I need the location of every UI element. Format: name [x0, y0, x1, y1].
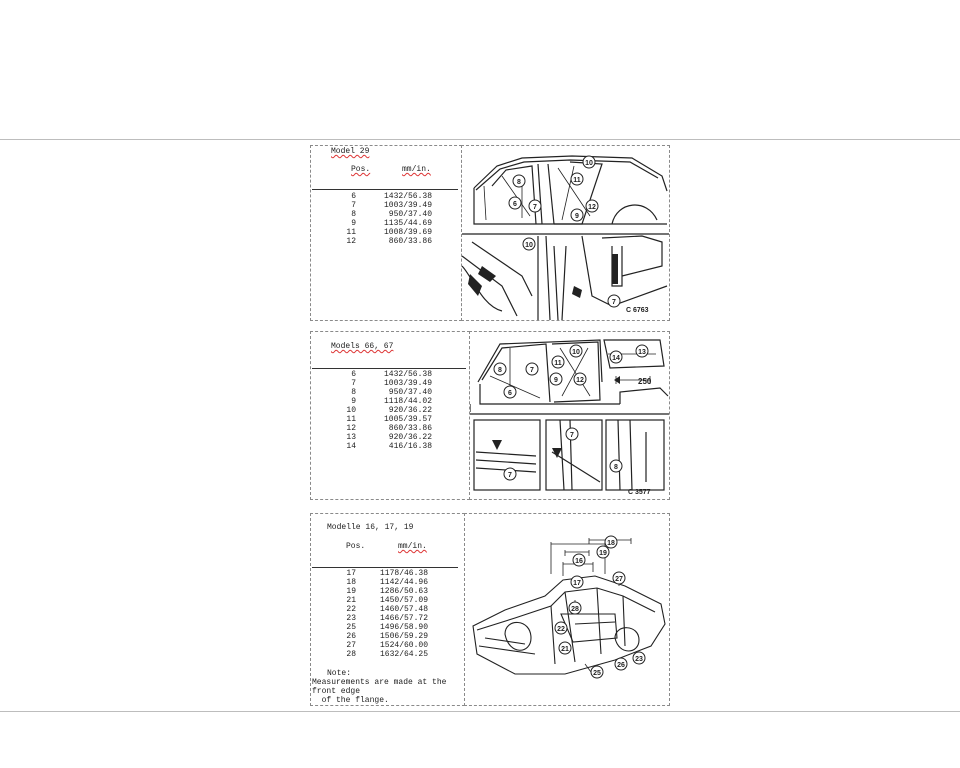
- table-row: 28 1632/64.25: [346, 650, 428, 659]
- callout-label: 7: [533, 204, 537, 211]
- callout-label: 8: [498, 367, 502, 374]
- callout-label: 11: [554, 360, 562, 367]
- table-row: 12 860/33.86: [346, 237, 432, 246]
- callout-label: 7: [508, 472, 512, 479]
- page-edge-top: [0, 139, 960, 140]
- table-row: 19 1286/50.63: [346, 587, 428, 596]
- table-row: 6 1432/56.38: [351, 192, 432, 201]
- section-2-title: Models 66, 67: [331, 342, 394, 351]
- table-row: 18 1142/44.96: [346, 578, 428, 587]
- table-row: 12 860/33.86: [346, 424, 432, 433]
- section-2-rule: [312, 368, 466, 369]
- callout-label: 14: [612, 355, 620, 362]
- table-row: 26 1506/59.29: [346, 632, 428, 641]
- table-row: 8 950/37.40: [351, 388, 432, 397]
- callout-label: 7: [530, 367, 534, 374]
- section-3-note-title: Note:: [327, 669, 352, 678]
- section-1-figure: [462, 146, 669, 320]
- section-3-note-text: Measurements are made at the front edge of the flange.: [312, 678, 447, 705]
- callout-label: 6: [508, 390, 512, 397]
- table-row: 17 1178/46.38: [346, 569, 428, 578]
- table-row: 6 1432/56.38: [351, 370, 432, 379]
- table-row: 11 1008/39.69: [346, 228, 432, 237]
- callout-label: 6: [513, 201, 517, 208]
- callout-label: 19: [599, 550, 607, 557]
- section-3-callouts: [555, 536, 645, 678]
- table-row: 10 920/36.22: [346, 406, 432, 415]
- callout-label: 17: [573, 580, 581, 587]
- callout-label: 9: [575, 213, 579, 220]
- table-row: 13 920/36.22: [346, 433, 432, 442]
- callout-label: 7: [570, 432, 574, 439]
- table-row: 8 950/37.40: [351, 210, 432, 219]
- table-row: 9 1118/44.02: [351, 397, 432, 406]
- callout-label: 22: [557, 626, 565, 633]
- callout-label: 27: [615, 576, 623, 583]
- callout-label: 28: [571, 606, 579, 613]
- section-1-col-pos: Pos.: [351, 165, 371, 174]
- section-2-figure: [470, 332, 669, 499]
- callout-label: 26: [617, 662, 625, 669]
- callout-label: 11: [573, 177, 581, 184]
- callout-label: 13: [638, 349, 646, 356]
- table-row: 7 1003/39.49: [351, 201, 432, 210]
- table-row: 14 416/16.38: [346, 442, 432, 451]
- callout-label: 9: [554, 377, 558, 384]
- section-3-col-pos: Pos.: [346, 542, 366, 551]
- callout-label: 7: [612, 299, 616, 306]
- callout-label: 21: [561, 646, 569, 653]
- section-3-rule: [312, 567, 458, 568]
- section-2-dimension-label: 250: [638, 377, 652, 386]
- callout-label: 10: [525, 242, 533, 249]
- section-3-col-mm: mm/in.: [398, 542, 427, 551]
- section-3-table: [336, 569, 428, 659]
- callout-label: 23: [635, 656, 643, 663]
- callout-label: 10: [572, 349, 580, 356]
- callout-label: 12: [588, 204, 596, 211]
- table-row: 27 1524/60.00: [346, 641, 428, 650]
- table-row: 21 1450/57.09: [346, 596, 428, 605]
- table-row: 25 1496/58.90: [346, 623, 428, 632]
- callout-label: 16: [575, 558, 583, 565]
- table-row: 23 1466/57.72: [346, 614, 428, 623]
- section-1-title: Model 29: [331, 147, 370, 156]
- table-row: 7 1003/39.49: [351, 379, 432, 388]
- section-1-col-mm: mm/in.: [402, 165, 431, 174]
- table-row: 22 1460/57.48: [346, 605, 428, 614]
- section-1-table: [340, 192, 432, 246]
- table-row: 11 1005/39.57: [346, 415, 432, 424]
- section-3-title: Modelle 16, 17, 19: [327, 523, 414, 532]
- callout-label: 25: [593, 670, 601, 677]
- table-row: 9 1135/44.69: [351, 219, 432, 228]
- section-2-table: [340, 370, 432, 451]
- section-2-figure-code: C 3577: [628, 489, 651, 496]
- section-1-figure-code: C 6763: [626, 307, 649, 314]
- callout-label: 8: [517, 179, 521, 186]
- section-3-figure: [465, 514, 669, 705]
- callout-label: 10: [585, 160, 593, 167]
- page-edge-bottom: [0, 711, 960, 712]
- section-1-rule: [312, 189, 458, 190]
- callout-label: 12: [576, 377, 584, 384]
- callout-label: 18: [607, 540, 615, 547]
- callout-label: 8: [614, 464, 618, 471]
